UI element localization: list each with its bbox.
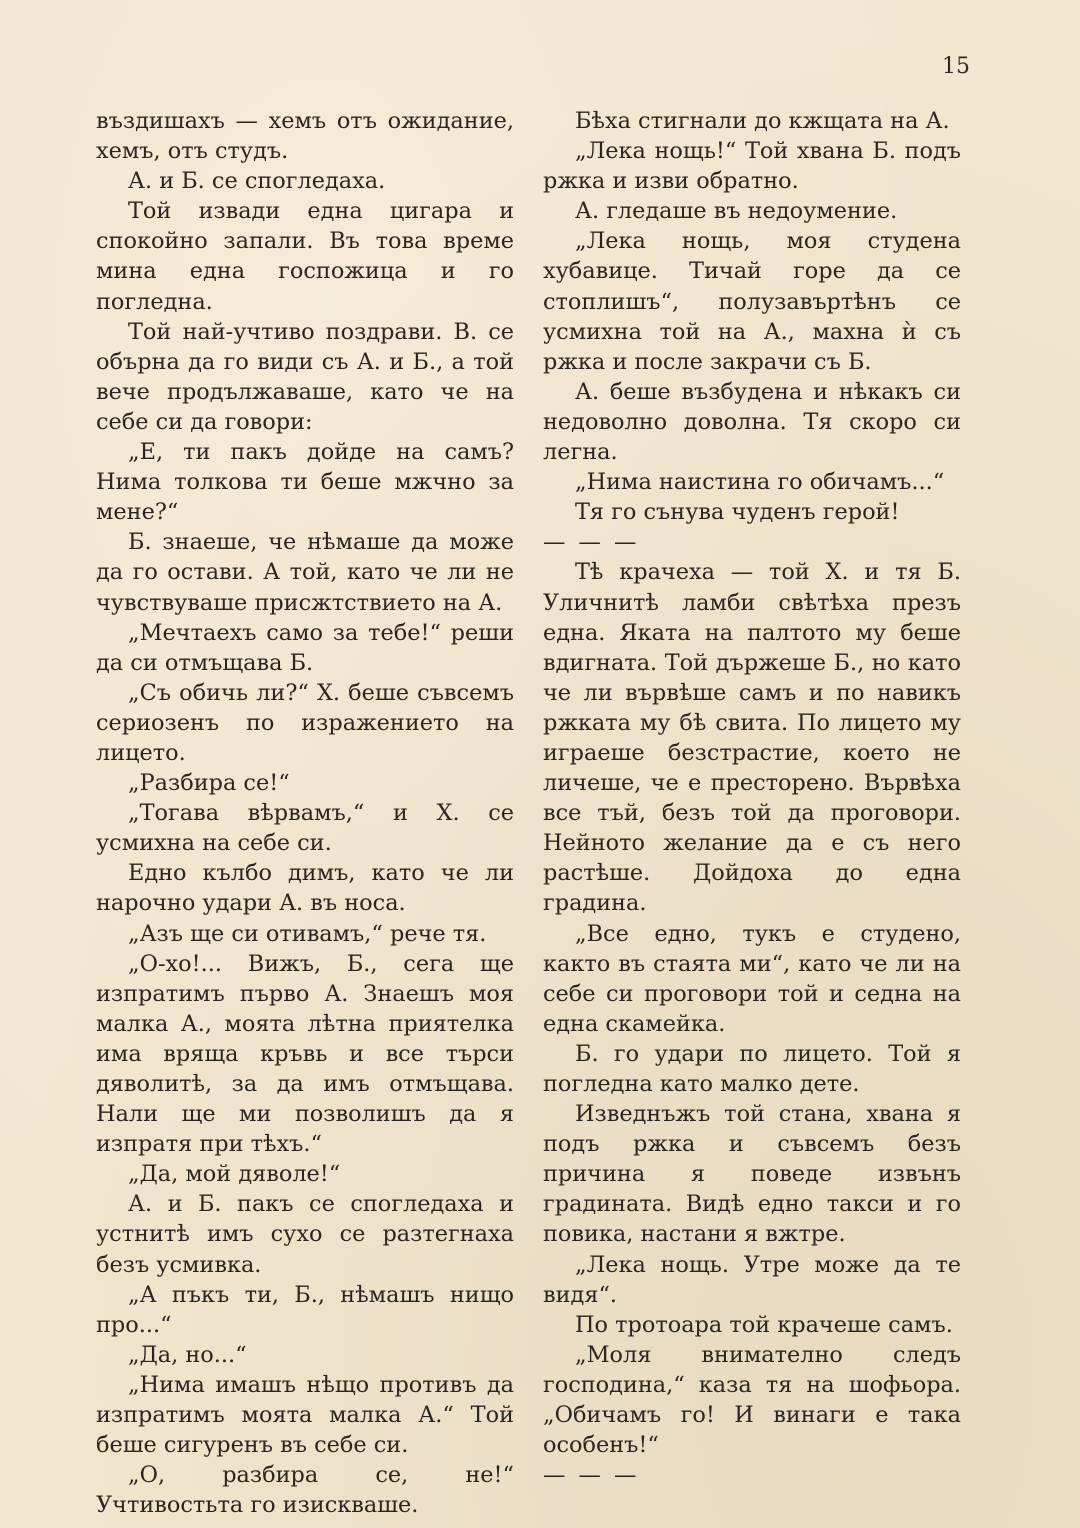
paragraph: „Лека нощь, моя студена хубавице. Тичай горе да се стоплишъ“, полузавъртѣнъ се усмихна той на А., махна ѝ съ ржка и после закрачи съ Б.: [543, 228, 961, 375]
paragraph: „Моля внимателно следъ господина,“ каза тя на шофьора. „Обичамъ го! И винаги е така особенъ!“: [543, 1341, 961, 1459]
paragraph: „Е, ти пакъ дойде на самъ? Нима толкова ти беше мжчно за мене?“: [96, 439, 514, 526]
paragraph: А. гледаше въ недоумение.: [575, 198, 898, 225]
paragraph: въздишахъ — хемъ отъ ожидание, хемъ, отъ студъ.: [96, 108, 514, 165]
left-text-column: [96, 106, 514, 1520]
end-mark: — — —: [543, 1462, 640, 1489]
paragraph: Изведнъжъ той стана, хвана я подъ ржка и съвсемъ безъ причина я поведе извънъ градината. Видѣ едно такси и го повика, настани я вжтре.: [543, 1101, 961, 1248]
paragraph: А. и Б. се спогледаха.: [128, 168, 386, 195]
section-break: — — —: [543, 529, 640, 556]
paragraph: Едно кълбо димъ, като че ли нарочно удари А. въ носа.: [96, 860, 514, 917]
paragraph: Тѣ крачеха — той Х. и тя Б. Уличнитѣ ламби свѣтѣха презъ една. Яката на палтото му беше вдигната. Той държеше Б., но като че ли вървѣше самъ и по навикъ ржката му бѣ свита. По лицето му играеше безстрастие, което не личеше, че е престорено. Вървѣха все тъй, безъ той да проговори. Нейното желание да е съ него растѣше. Дойдоха до една градина.: [543, 559, 961, 917]
paragraph: „О, разбира се, не!“ Учтивостьта го изискваше.: [96, 1462, 514, 1519]
page-number: 15: [942, 54, 970, 79]
paragraph: Той най-учтиво поздрави. В. се обърна да го види съ А. и Б., а той вече продължаваше, като че на себе си да говори:: [96, 318, 514, 435]
paragraph: „Тогава вѣрвамъ,“ и Х. се усмихна на себе си.: [96, 800, 514, 857]
paragraph: „Лека нощь!“ Той хвана Б. подъ ржка и изви обратно.: [543, 138, 961, 195]
paragraph: Бѣха стигнали до кжщата на А.: [575, 108, 950, 134]
paragraph: „Нима имашъ нѣщо противъ да изпратимъ моята малка А.“ Той беше сигуренъ въ себе си.: [96, 1371, 514, 1459]
paragraph: А. беше възбудена и нѣкакъ си недоволно доволна. Тя скоро си легна.: [543, 378, 961, 466]
paragraph: „Съ обичь ли?“ Х. беше съвсемъ сериозенъ по изражението на лицето.: [96, 679, 514, 766]
paragraph: „Мечтаехъ само за тебе!“ реши да си отмъщава Б.: [96, 619, 514, 676]
paragraph: „Лека нощь. Утре може да те видя“.: [543, 1251, 961, 1308]
paragraph: А. и Б. пакъ се спогледаха и устнитѣ имъ сухо се разтегнаха безъ усмивка.: [96, 1191, 514, 1278]
paragraph: „Все едно, тукъ е студено, както въ стаята ми“, като че ли на себе си проговори той и седна на една скамейка.: [543, 920, 961, 1037]
paragraph: „Разбира се!“: [128, 770, 290, 797]
paragraph: Той извади една цигара и спокойно запали. Въ това време мина една госпожица и го погледна.: [96, 198, 514, 315]
paragraph: Б. го удари по лицето. Той я погледна като малко дете.: [543, 1040, 961, 1097]
paragraph: Б. знаеше, че нѣмаше да може да го остави. А той, като че ли не чувствуваше присжтствието на А.: [96, 529, 514, 616]
paragraph: „О-хо!... Вижъ, Б., сега ще изпратимъ първо А. Знаешъ моя малка А., моята лѣтна приятелка има вряща кръвь и все търси дяволитѣ, за да имъ отмъщава. Нали ще ми позволишъ да я изпратя при тѣхъ.“: [96, 950, 514, 1158]
paragraph: „Да, мой дяволе!“: [128, 1161, 341, 1188]
paragraph: Тя го сънува чуденъ герой!: [575, 499, 900, 526]
paragraph: „А пъкъ ти, Б., нѣмашъ нищо про...“: [96, 1281, 514, 1338]
paragraph: „Да, но...“: [128, 1341, 247, 1368]
right-text-column: [543, 106, 961, 1490]
paragraph: „Азъ ще си отивамъ,“ рече тя.: [128, 920, 487, 947]
paragraph: „Нима наистина го обичамъ...“: [575, 469, 945, 496]
paragraph: По тротоара той крачеше самъ.: [575, 1311, 953, 1338]
